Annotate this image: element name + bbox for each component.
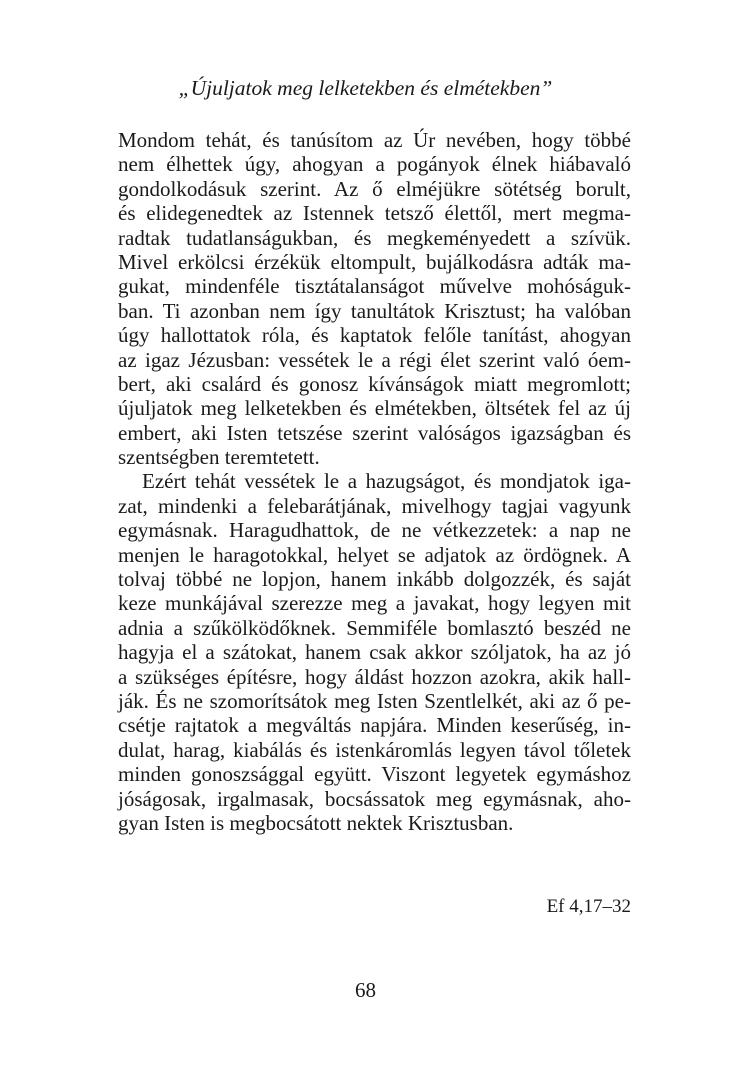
text-line: radtak tudatlanságukban, és megkeményedett a szívük. — [118, 225, 631, 250]
text-line: minden gonoszsággal együtt. Viszont legyetek egymáshoz — [118, 762, 631, 787]
paragraph-1 — [118, 128, 631, 469]
page-number: 68 — [355, 978, 376, 1002]
text-line: zat, mindenki a felebarátjának, mivelhogy tagjai vagyunk — [118, 493, 631, 518]
paragraph-2 — [118, 469, 631, 835]
text-line: Mivel erkölcsi érzékük eltompult, bujálkodásra adták ma- — [118, 249, 631, 274]
text-line: és elidegenedtek az Istennek tetsző élettől, mert megma- — [118, 201, 631, 226]
text-line: gukat, mindenféle tisztátalanságot művelve mohóságuk- — [118, 274, 631, 299]
text-line: csétje rajtatok a megváltás napjára. Minden keserűség, in- — [118, 713, 631, 738]
scripture-citation: Ef 4,17–32 — [546, 896, 631, 917]
body-text — [118, 128, 631, 835]
text-line: tolvaj többé ne lopjon, hanem inkább dolgozzék, és saját — [118, 567, 631, 592]
text-line: keze munkájával szerezze meg a javakat, hogy legyen mit — [118, 591, 631, 616]
text-line: adnia a szűkölködőknek. Semmiféle bomlasztó beszéd ne — [118, 615, 631, 640]
text-line: ják. És ne szomorítsátok meg Isten Szentlelkét, aki az ő pe- — [118, 688, 631, 713]
text-line: embert, aki Isten tetszése szerint valóságos igazságban és — [118, 420, 631, 445]
text-line: a szükséges építésre, hogy áldást hozzon azokra, akik hall- — [118, 664, 631, 689]
text-line: Mondom tehát, és tanúsítom az Úr nevében, hogy többé — [118, 128, 631, 152]
text-line: újuljatok meg lelketekben és elmétekben, öltsétek fel az új — [118, 396, 631, 421]
text-line: bert, aki csalárd és gonosz kívánságok miatt megromlott; — [118, 371, 631, 396]
text-line: gondolkodásuk szerint. Az ő elméjükre sötétség borult, — [118, 176, 631, 201]
text-line: menjen le haragotokkal, helyet se adjatok az ördögnek. A — [118, 542, 631, 567]
text-line: nem élhettek úgy, ahogyan a pogányok élnek hiábavaló — [118, 152, 631, 177]
text-line: ban. Ti azonban nem így tanultátok Krisztust; ha valóban — [118, 298, 631, 323]
text-line: úgy hallottatok róla, és kaptatok felőle tanítást, ahogyan — [118, 323, 631, 348]
text-line: gyan Isten is megbocsátott nektek Krisztusban. — [118, 810, 514, 835]
text-line: jóságosak, irgalmasak, bocsássatok meg egymásnak, aho- — [118, 786, 631, 811]
text-line: egymásnak. Haragudhattok, de ne vétkezzetek: a nap ne — [118, 518, 631, 543]
text-line: Ezért tehát vessétek le a hazugságot, és mondjatok iga- — [142, 469, 631, 494]
text-line: az igaz Jézusban: vessétek le a régi élet szerint való óem- — [118, 347, 631, 372]
text-line: szentségben teremtetett. — [118, 445, 320, 470]
text-line: dulat, harag, kiabálás és istenkáromlás legyen távol tőletek — [118, 737, 631, 762]
text-line: hagyja el a szátokat, hanem csak akkor szóljatok, ha az jó — [118, 640, 631, 665]
page-title: „Újuljatok meg lelketekben és elmétekben” — [178, 76, 553, 100]
